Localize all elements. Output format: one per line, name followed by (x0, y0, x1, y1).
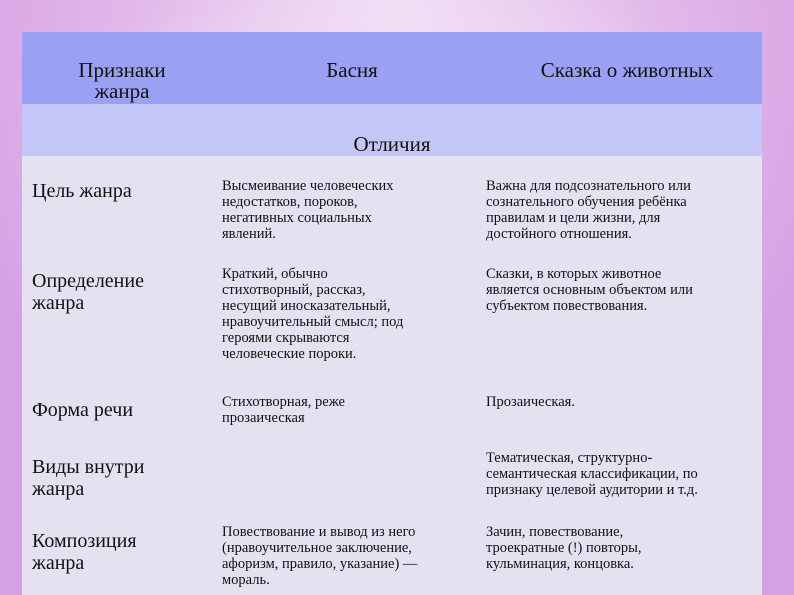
row-label-goal: Цель жанра (32, 180, 132, 202)
cell-tale-goal: Важна для подсознательного или сознательного обучения ребёнка правилам и цели жизни, для достойного отношения. (486, 178, 691, 242)
cell-tale-subtypes: Тематическая, структурно- семантическая классификации, по признаку целевой аудитории и т.д. (486, 450, 698, 498)
header-genre-features: Признаки жанра (78, 58, 166, 103)
row-label-subtypes: Виды внутри жанра (32, 456, 145, 500)
row-label-definition: Определение жанра (32, 270, 144, 314)
cell-fable-speech-form: Стихотворная, реже прозаическая (222, 394, 345, 426)
header-animal-tale: Сказка о животных (540, 58, 714, 82)
subheader-differences: Отличия (353, 132, 431, 156)
header-fable: Басня (326, 58, 378, 82)
cell-fable-goal: Высмеивание человеческих недостатков, пороков, негативных социальных явлений. (222, 178, 394, 242)
cell-fable-definition: Краткий, обычно стихотворный, рассказ, несущий иносказательный, нравоучительный смысл; под героями скрываются человеческие пороки. (222, 266, 404, 362)
row-label-composition: Композиция жанра (32, 530, 137, 574)
cell-fable-composition: Повествование и вывод из него (нравоучительное заключение, афоризм, правило, указание) — мораль. (222, 524, 418, 588)
cell-tale-speech-form: Прозаическая. (486, 394, 575, 410)
comparison-table (22, 32, 762, 595)
row-label-speech-form: Форма речи (32, 399, 134, 421)
cell-tale-composition: Зачин, повествование, троекратные (!) повторы, кульминация, концовка. (486, 524, 642, 572)
cell-tale-definition: Сказки, в которых животное является основным объектом или субъектом повествования. (486, 266, 693, 314)
